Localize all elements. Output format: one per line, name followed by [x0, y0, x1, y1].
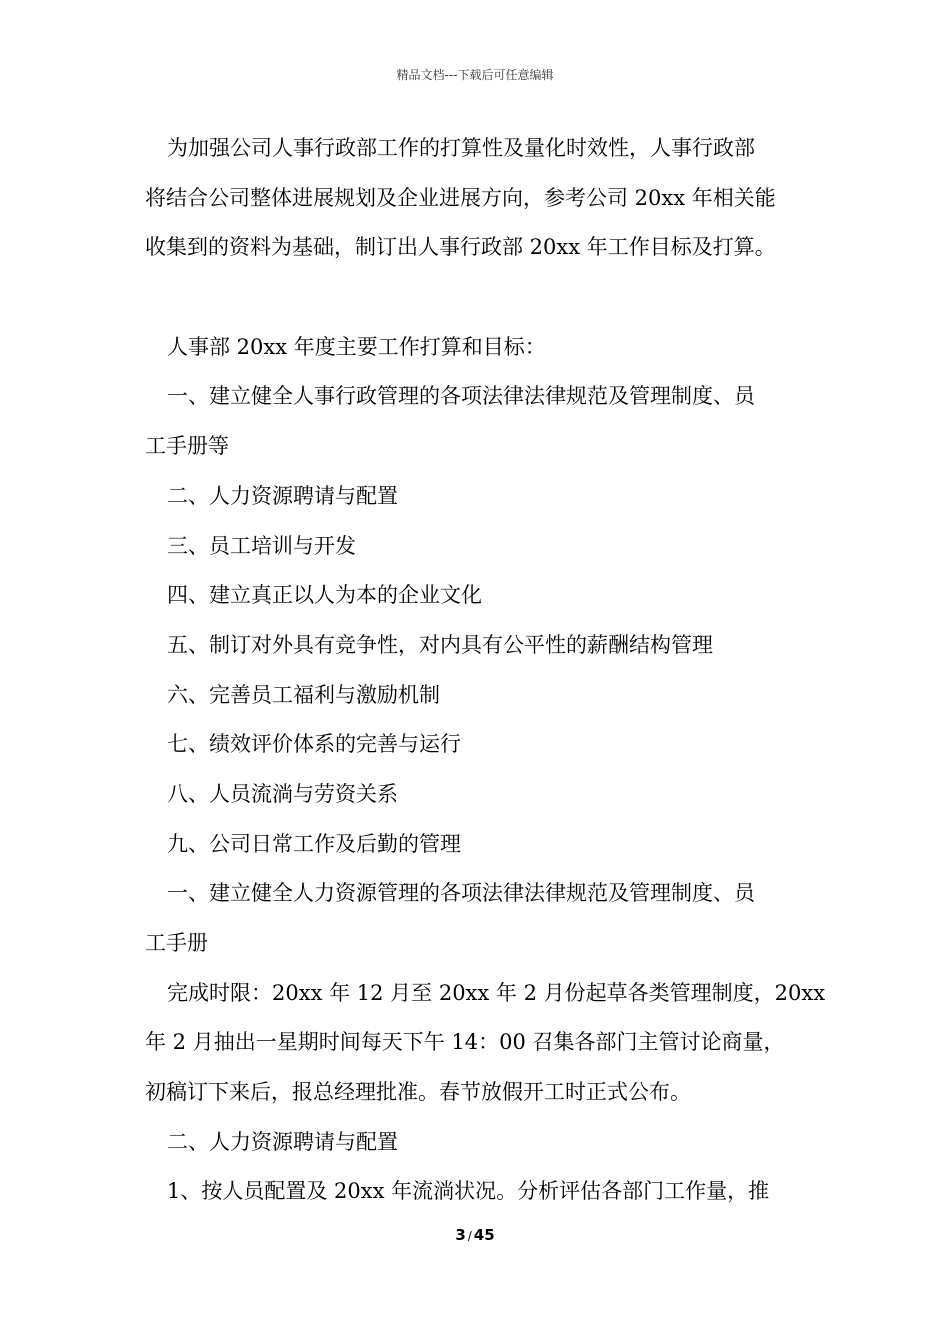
list-item: 七、绩效评价体系的完善与运行	[167, 732, 461, 757]
section-heading-continuation: 工手册	[145, 931, 208, 955]
list-item-continuation: 工手册等	[145, 434, 229, 459]
list-item: 一、建立健全人事行政管理的各项法律法律规范及管理制度、员	[167, 384, 755, 409]
page-header: 精品文档---下载后可任意编辑	[396, 68, 554, 82]
list-item: 二、人力资源聘请与配置	[167, 483, 398, 508]
paragraph-line: 年 2 月抽出一星期时间每天下午 14：00 召集各部门主管讨论商量，	[145, 1030, 785, 1055]
paragraph-line: 为加强公司人事行政部工作的打算性及量化时效性，人事行政部	[167, 136, 755, 160]
blank-line	[145, 273, 810, 323]
paragraph-line: 将结合公司整体进展规划及企业进展方向，参考公司 20xx 年相关能	[145, 185, 776, 210]
list-item: 六、完善员工福利与激励机制	[167, 682, 440, 707]
list-item: 四、建立真正以人为本的企业文化	[167, 583, 482, 608]
current-page: 3	[455, 1226, 466, 1244]
section-heading: 人事部 20xx 年度主要工作打算和目标：	[167, 334, 546, 359]
page-separator: /	[467, 1229, 472, 1243]
page-number	[0, 1226, 950, 1244]
list-item: 八、人员流淌与劳资关系	[167, 781, 398, 806]
list-item: 三、员工培训与开发	[167, 533, 356, 558]
section-heading: 一、建立健全人力资源管理的各项法律法律规范及管理制度、员	[167, 881, 755, 906]
paragraph-line: 完成时限：20xx 年 12 月至 20xx 年 2 月份起草各类管理制度，20xx	[167, 980, 826, 1005]
document-body	[145, 124, 826, 1217]
paragraph-line: 初稿订下来后，报总经理批准。春节放假开工时正式公布。	[145, 1080, 691, 1105]
paragraph-line: 1、按人员配置及 20xx 年流淌状况。分析评估各部门工作量，推	[167, 1179, 770, 1204]
section-heading: 二、人力资源聘请与配置	[167, 1129, 398, 1154]
list-item: 九、公司日常工作及后勤的管理	[167, 831, 461, 856]
list-item: 五、制订对外具有竞争性，对内具有公平性的薪酬结构管理	[167, 632, 713, 657]
paragraph-line: 收集到的资料为基础，制订出人事行政部 20xx 年工作目标及打算。	[145, 235, 776, 260]
total-pages: 45	[473, 1226, 495, 1244]
